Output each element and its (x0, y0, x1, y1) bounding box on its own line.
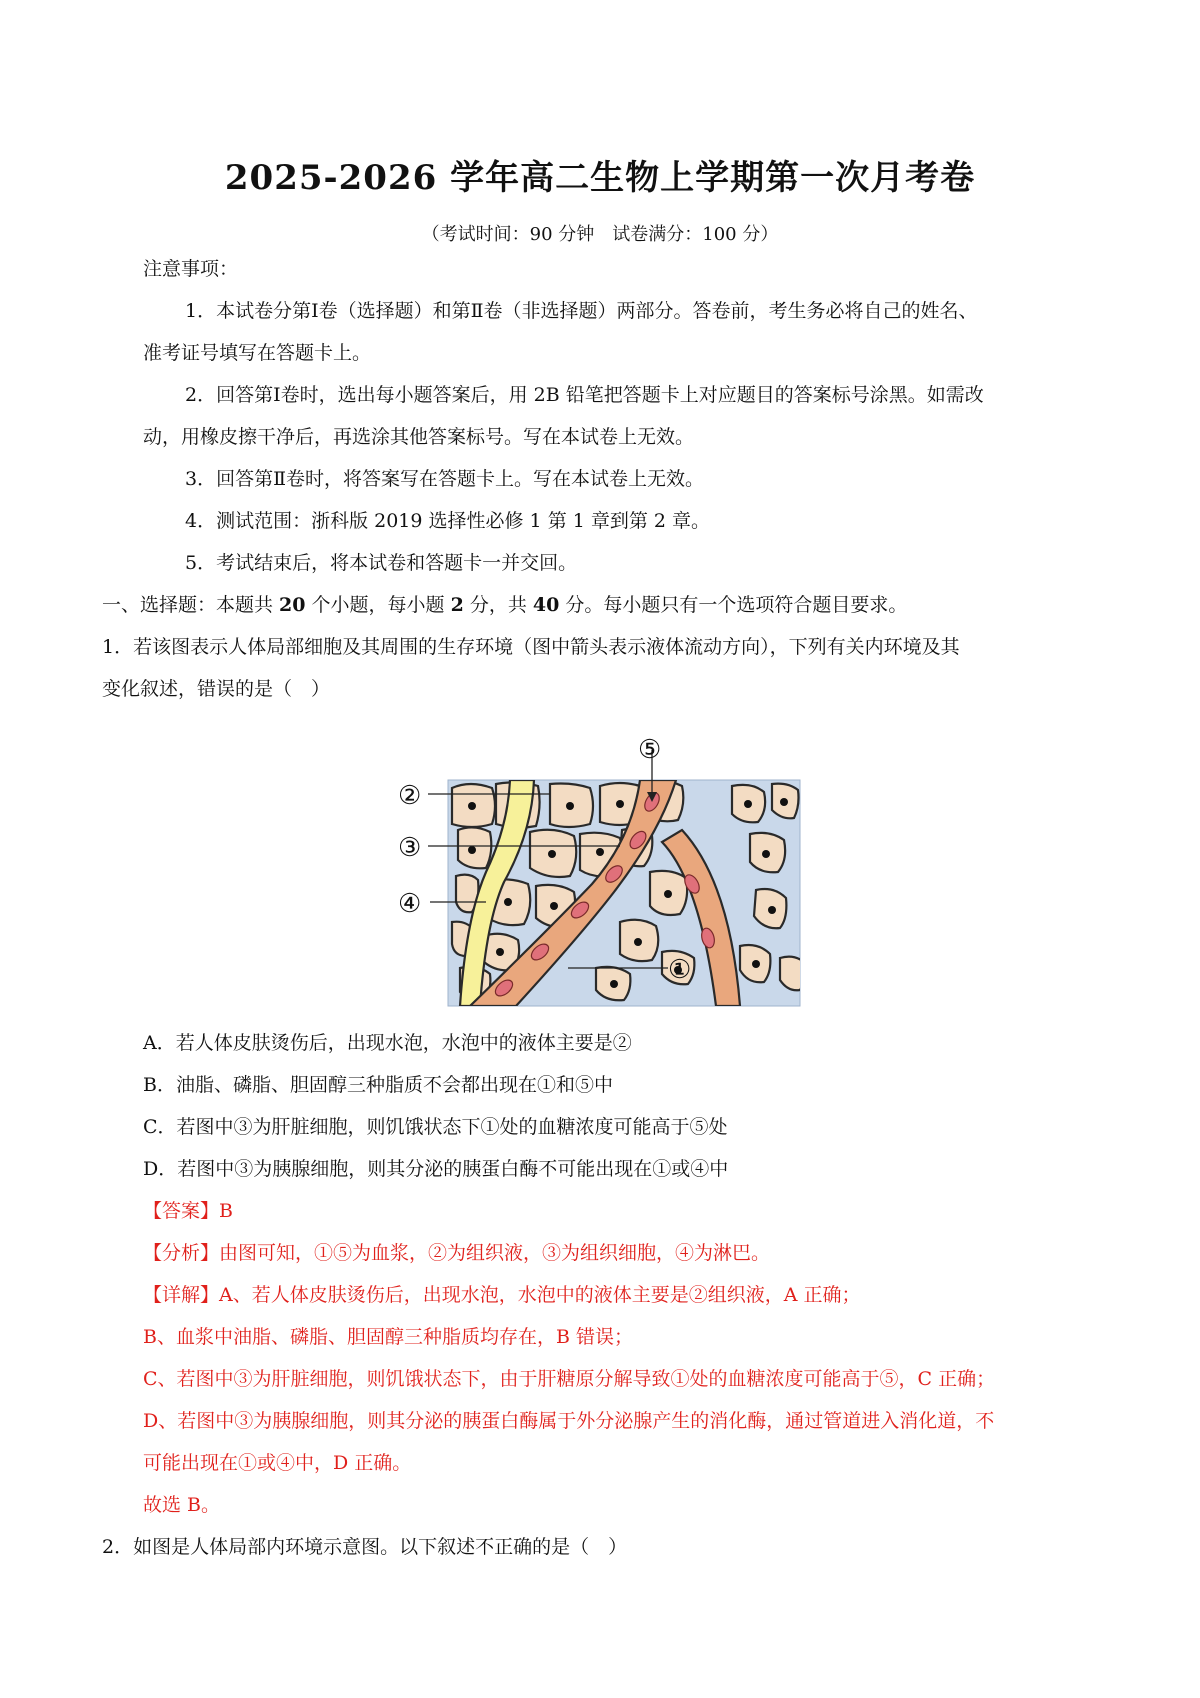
note-item-1: 1．本试卷分第Ⅰ卷（选择题）和第Ⅱ卷（非选择题）两部分。答卷前，考生务必将自己的姓名、 (185, 300, 978, 322)
q1-detail-d: D、若图中③为胰腺细胞，则其分泌的胰蛋白酶属于外分泌腺产生的消化酶，通过管道进入消化道，不 (143, 1410, 995, 1432)
note-item-5: 5．考试结束后，将本试卷和答题卡一并交回。 (185, 552, 578, 574)
q1-detail-b: B、血浆中油脂、磷脂、胆固醇三种脂质均存在，B 错误； (143, 1326, 633, 1348)
q1-option-b: B．油脂、磷脂、胆固醇三种脂质不会都出现在①和⑤中 (143, 1074, 613, 1096)
q1-conclusion: 故选 B。 (143, 1494, 221, 1516)
section-mid2: 分，共 (463, 594, 533, 616)
q1-detail-a: 【详解】A、若人体皮肤烫伤后，出现水泡，水泡中的液体主要是②组织液，A 正确； (143, 1284, 861, 1306)
q1-detail-c: C、若图中③为肝脏细胞，则饥饿状态下，由于肝糖原分解导致①处的血糖浓度可能高于⑤，C 正确； (143, 1368, 996, 1390)
q1-option-a: A．若人体皮肤烫伤后，出现水泡，水泡中的液体主要是② (143, 1032, 632, 1054)
section-each: 2 (450, 594, 464, 616)
tissue-diagram-svg (400, 722, 820, 1012)
label-4: ④ (400, 889, 422, 919)
section-heading (102, 592, 907, 618)
label-3: ③ (400, 833, 422, 863)
q1-stem-line1: 1．若该图表示人体局部细胞及其周围的生存环境（图中箭头表示液体流动方向），下列有关内环境及其 (102, 636, 960, 658)
section-prefix: 一、选择题：本题共 (102, 594, 280, 616)
note-item-2-cont: 动，用橡皮擦干净后，再选涂其他答案标号。写在本试卷上无效。 (143, 426, 695, 448)
section-count: 20 (279, 594, 306, 616)
q1-answer: 【答案】B (143, 1200, 233, 1222)
q1-stem-line2: 变化叙述，错误的是（ ） (102, 678, 331, 700)
section-suffix: 分。每小题只有一个选项符合题目要求。 (559, 594, 908, 616)
q1-option-c: C．若图中③为肝脏细胞，则饥饿状态下①处的血糖浓度可能高于⑤处 (143, 1116, 728, 1138)
label-2: ② (400, 781, 422, 811)
tissue-diagram (400, 722, 820, 1012)
notes-heading: 注意事项： (143, 258, 239, 280)
section-total: 40 (532, 594, 560, 616)
note-item-1-cont: 准考证号填写在答题卡上。 (143, 342, 372, 364)
q1-detail-d-cont: 可能出现在①或④中，D 正确。 (143, 1452, 412, 1474)
section-mid1: 个小题，每小题 (305, 594, 451, 616)
q2-stem: 2．如图是人体局部内环境示意图。以下叙述不正确的是（ ） (102, 1536, 628, 1558)
q1-option-d: D．若图中③为胰腺细胞，则其分泌的胰蛋白酶不可能出现在①或④中 (143, 1158, 729, 1180)
q1-analysis: 【分析】由图可知，①⑤为血浆，②为组织液，③为组织细胞，④为淋巴。 (143, 1242, 771, 1264)
note-item-3: 3．回答第Ⅱ卷时，将答案写在答题卡上。写在本试卷上无效。 (185, 468, 705, 490)
label-1: ① (668, 955, 692, 985)
exam-subtitle: （考试时间：90 分钟 试卷满分：100 分） (421, 224, 779, 245)
note-item-2: 2．回答第Ⅰ卷时，选出每小题答案后，用 2B 铅笔把答题卡上对应题目的答案标号涂黑。如需改 (185, 384, 984, 406)
page-title: 2025-2026 学年高二生物上学期第一次月考卷 (224, 158, 976, 198)
label-5: ⑤ (638, 735, 662, 765)
note-item-4: 4．测试范围：浙科版 2019 选择性必修 1 第 1 章到第 2 章。 (185, 510, 711, 532)
